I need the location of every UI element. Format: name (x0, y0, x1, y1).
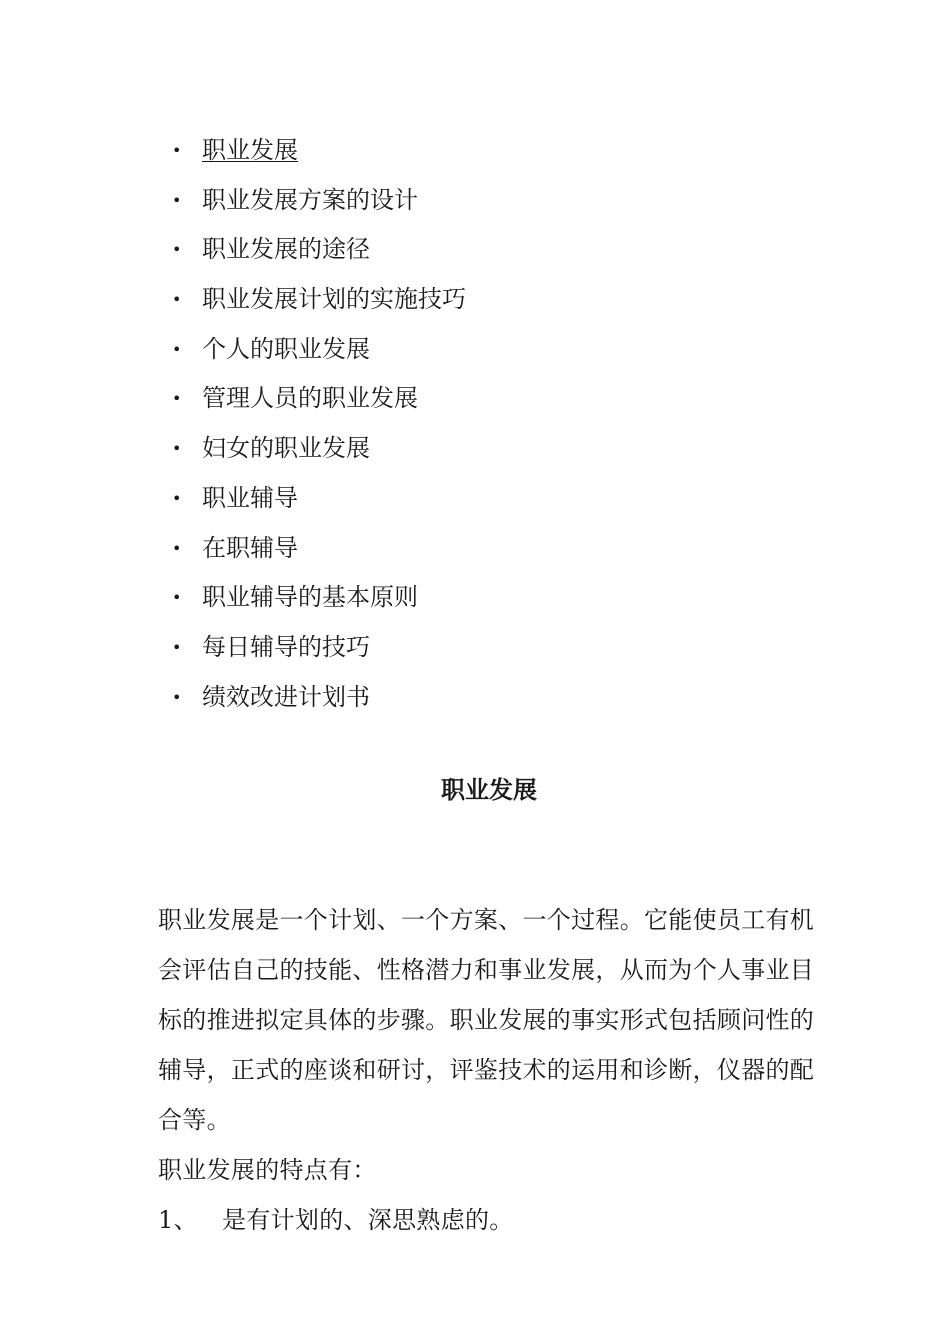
bullet-icon: • (172, 588, 182, 608)
toc-item (0, 275, 950, 325)
item-number: 1、 (158, 1206, 198, 1234)
toc-item-label: 每日辅导的技巧 (202, 632, 370, 661)
toc-item (0, 573, 950, 623)
toc-item (0, 623, 950, 673)
toc-item-label: 管理人员的职业发展 (202, 384, 418, 413)
bullet-icon: • (172, 687, 182, 707)
toc-item (0, 424, 950, 474)
toc-item-label: 在职辅导 (202, 533, 298, 562)
bullet-icon: • (172, 290, 182, 310)
bullet-icon: • (172, 439, 182, 459)
bullet-icon: • (172, 240, 182, 260)
toc-item (0, 474, 950, 524)
toc-item-label: 职业发展的途径 (202, 235, 370, 264)
bullet-icon: • (172, 339, 182, 359)
item-text: 是有计划的、深思熟虑的。 (222, 1206, 514, 1234)
toc-item-label: 绩效改进计划书 (202, 682, 370, 711)
bullet-icon: • (172, 538, 182, 558)
bullet-icon: • (172, 488, 182, 508)
bullet-icon: • (172, 389, 182, 409)
section-title: 职业发展 (441, 774, 537, 804)
toc-link-career-development[interactable]: 职业发展 (202, 136, 298, 164)
toc-item-label: 职业发展方案的设计 (202, 185, 418, 214)
bullet-icon: • (172, 637, 182, 657)
section-body (158, 895, 822, 1245)
toc-item (0, 374, 950, 424)
toc-item (0, 524, 950, 574)
toc-item (0, 176, 950, 226)
toc-item (0, 673, 950, 723)
toc-item-label: 个人的职业发展 (202, 334, 370, 363)
toc-item (0, 325, 950, 375)
features-heading: 职业发展的特点有： (158, 1156, 377, 1184)
toc-item-label: 职业辅导的基本原则 (202, 583, 418, 612)
bullet-icon: • (172, 141, 182, 160)
toc-item-career-development[interactable] (0, 126, 950, 176)
toc-item-label: 职业发展计划的实施技巧 (202, 285, 466, 314)
toc-item (0, 225, 950, 275)
toc-item-label: 妇女的职业发展 (202, 434, 370, 463)
toc-item-label: 职业辅导 (202, 483, 298, 512)
numbered-item (158, 1195, 822, 1245)
intro-paragraph: 职业发展是一个计划、一个方案、一个过程。它能使员工有机会评估自己的技能、性格潜力和事业发展，从而为个人事业目标的推进拟定具体的步骤。职业发展的事实形式包括顾问性的辅导，正式的座谈和研讨，评鉴技术的运用和诊断，仪器的配合等。 (158, 906, 815, 1134)
table-of-contents (0, 126, 950, 722)
bullet-icon: • (172, 190, 182, 210)
